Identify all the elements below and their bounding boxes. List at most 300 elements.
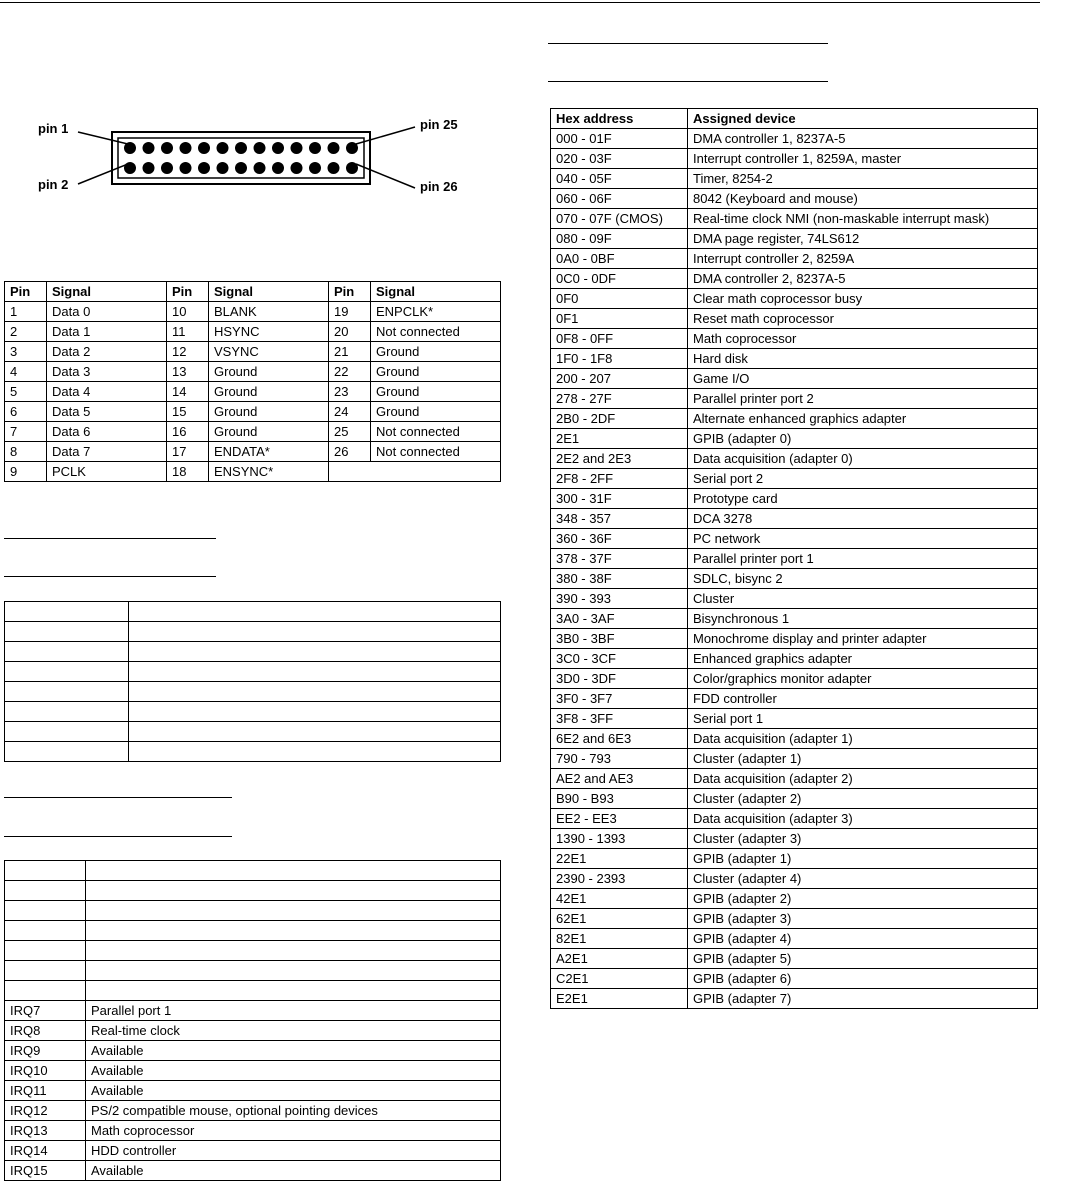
cell [129, 662, 501, 682]
cell: ENPCLK* [371, 302, 501, 322]
table-row [5, 702, 501, 722]
cell: Data acquisition (adapter 2) [688, 769, 1038, 789]
table-row [5, 622, 501, 642]
table-row [551, 569, 1038, 589]
cell: Data 1 [47, 322, 167, 342]
table-row [5, 1141, 501, 1161]
cell: GPIB (adapter 6) [688, 969, 1038, 989]
cell: HSYNC [209, 322, 329, 342]
table-row [5, 442, 501, 462]
pin-dot [328, 142, 340, 154]
table-row [551, 289, 1038, 309]
cell: Data 6 [47, 422, 167, 442]
cell: Cluster (adapter 3) [688, 829, 1038, 849]
table-row [551, 469, 1038, 489]
cell: IRQ8 [5, 1021, 86, 1041]
cell: 2390 - 2393 [551, 869, 688, 889]
table-row [551, 449, 1038, 469]
pin-dot [143, 162, 155, 174]
table-row [5, 602, 501, 622]
cell: FDD controller [688, 689, 1038, 709]
pin-dot [161, 162, 173, 174]
cell [5, 861, 86, 881]
cell: GPIB (adapter 2) [688, 889, 1038, 909]
table-row [551, 149, 1038, 169]
cell [5, 881, 86, 901]
cell: Serial port 1 [688, 709, 1038, 729]
pin-dot [346, 162, 358, 174]
pin-dot [254, 162, 266, 174]
table-row [551, 629, 1038, 649]
section-rule [548, 81, 828, 82]
section-rule [4, 797, 232, 798]
cell [129, 642, 501, 662]
io-address-table [550, 108, 1038, 1009]
table-row [551, 929, 1038, 949]
pin-dot [217, 142, 229, 154]
cell: 23 [329, 382, 371, 402]
pin26-label: pin 26 [420, 179, 458, 194]
table-row [5, 1021, 501, 1041]
cell: E2E1 [551, 989, 688, 1009]
cell: C2E1 [551, 969, 688, 989]
table-row [551, 369, 1038, 389]
cell [86, 861, 501, 881]
cell: DMA page register, 74LS612 [688, 229, 1038, 249]
cell: 1F0 - 1F8 [551, 349, 688, 369]
cell: Ground [371, 402, 501, 422]
cell: 3B0 - 3BF [551, 629, 688, 649]
table-row [551, 509, 1038, 529]
pin-dot [180, 162, 192, 174]
table-row [5, 302, 501, 322]
header-hex-address: Hex address [551, 109, 688, 129]
cell: 0F0 [551, 289, 688, 309]
cell: 070 - 07F (CMOS) [551, 209, 688, 229]
cell: Ground [371, 342, 501, 362]
cell: 20 [329, 322, 371, 342]
table-row [551, 549, 1038, 569]
cell: 10 [167, 302, 209, 322]
pin-dot [198, 162, 210, 174]
table-row [551, 889, 1038, 909]
cell: Ground [209, 402, 329, 422]
cell: IRQ13 [5, 1121, 86, 1141]
cell: 0F1 [551, 309, 688, 329]
cell: 0C0 - 0DF [551, 269, 688, 289]
pin-dot [291, 162, 303, 174]
pin-table-header [5, 282, 501, 302]
table-row [5, 1041, 501, 1061]
cell: Ground [371, 382, 501, 402]
cell: DMA controller 2, 8237A-5 [688, 269, 1038, 289]
cell [86, 981, 501, 1001]
cell: GPIB (adapter 7) [688, 989, 1038, 1009]
table-row [5, 422, 501, 442]
cell: 0A0 - 0BF [551, 249, 688, 269]
cell: Prototype card [688, 489, 1038, 509]
pin-dot [254, 142, 266, 154]
table-row [551, 769, 1038, 789]
cell: 080 - 09F [551, 229, 688, 249]
pin-dot [235, 142, 247, 154]
cell: GPIB (adapter 4) [688, 929, 1038, 949]
cell: Game I/O [688, 369, 1038, 389]
cell: Cluster (adapter 2) [688, 789, 1038, 809]
cell: IRQ10 [5, 1061, 86, 1081]
table-row [5, 642, 501, 662]
cell: Alternate enhanced graphics adapter [688, 409, 1038, 429]
table-row [551, 349, 1038, 369]
table-row [551, 729, 1038, 749]
cell: IRQ12 [5, 1101, 86, 1121]
cell: Ground [209, 422, 329, 442]
cell: 040 - 05F [551, 169, 688, 189]
cell: 278 - 27F [551, 389, 688, 409]
table-row [551, 789, 1038, 809]
cell: PCLK [47, 462, 167, 482]
cell [5, 742, 129, 762]
cell: 3A0 - 3AF [551, 609, 688, 629]
cell [5, 981, 86, 1001]
table-row [551, 129, 1038, 149]
cell: Bisynchronous 1 [688, 609, 1038, 629]
cell [5, 682, 129, 702]
table-row [5, 941, 501, 961]
header-signal: Signal [371, 282, 501, 302]
cell: HDD controller [86, 1141, 501, 1161]
cell [129, 602, 501, 622]
header-signal: Signal [209, 282, 329, 302]
cell: Available [86, 1061, 501, 1081]
table-row [5, 322, 501, 342]
cell [5, 702, 129, 722]
cell [5, 622, 129, 642]
cell: SDLC, bisync 2 [688, 569, 1038, 589]
pin-dot [235, 162, 247, 174]
pin-dot [309, 142, 321, 154]
cell: 11 [167, 322, 209, 342]
cell: 000 - 01F [551, 129, 688, 149]
table-row [551, 909, 1038, 929]
table-row [551, 169, 1038, 189]
cell: 2F8 - 2FF [551, 469, 688, 489]
table-row [551, 329, 1038, 349]
cell: Real-time clock [86, 1021, 501, 1041]
section-rule [4, 836, 232, 837]
pin-dot [291, 142, 303, 154]
cell: Data 3 [47, 362, 167, 382]
cell: Data acquisition (adapter 3) [688, 809, 1038, 829]
cell: 62E1 [551, 909, 688, 929]
cell: Available [86, 1041, 501, 1061]
table-row [5, 462, 501, 482]
cell: 300 - 31F [551, 489, 688, 509]
cell [5, 921, 86, 941]
table-row [551, 969, 1038, 989]
table-row [5, 861, 501, 881]
table-row [551, 649, 1038, 669]
cell: Not connected [371, 422, 501, 442]
cell: Parallel printer port 1 [688, 549, 1038, 569]
cell [86, 921, 501, 941]
cell: Timer, 8254-2 [688, 169, 1038, 189]
cell: 14 [167, 382, 209, 402]
cell: 6E2 and 6E3 [551, 729, 688, 749]
cell: 200 - 207 [551, 369, 688, 389]
table-row [5, 921, 501, 941]
cell: 19 [329, 302, 371, 322]
cell: PS/2 compatible mouse, optional pointing devices [86, 1101, 501, 1121]
cell: Interrupt controller 1, 8259A, master [688, 149, 1038, 169]
cell: GPIB (adapter 1) [688, 849, 1038, 869]
pin-dot [309, 162, 321, 174]
cell [129, 702, 501, 722]
cell: 4 [5, 362, 47, 382]
table-row [551, 429, 1038, 449]
cell: 378 - 37F [551, 549, 688, 569]
cell [129, 682, 501, 702]
cell: 3D0 - 3DF [551, 669, 688, 689]
pin-dot [346, 142, 358, 154]
pin25-label: pin 25 [420, 117, 458, 132]
cell [86, 941, 501, 961]
header-signal: Signal [47, 282, 167, 302]
pin-dots [124, 142, 358, 174]
cell: 1 [5, 302, 47, 322]
cell: Data 5 [47, 402, 167, 422]
header-assigned-device: Assigned device [688, 109, 1038, 129]
cell: 020 - 03F [551, 149, 688, 169]
table-row [551, 749, 1038, 769]
cell: Not connected [371, 322, 501, 342]
cell: 1390 - 1393 [551, 829, 688, 849]
irq-table [4, 860, 501, 1181]
pin2-label: pin 2 [38, 177, 69, 192]
cell [86, 881, 501, 901]
table-row [5, 722, 501, 742]
cell: EE2 - EE3 [551, 809, 688, 829]
cell: 060 - 06F [551, 189, 688, 209]
cell: Serial port 2 [688, 469, 1038, 489]
cell: 2B0 - 2DF [551, 409, 688, 429]
section-rule [4, 538, 216, 539]
cell: IRQ11 [5, 1081, 86, 1101]
pin-dot [143, 142, 155, 154]
cell: 12 [167, 342, 209, 362]
pin-dot [124, 142, 136, 154]
cell: Reset math coprocessor [688, 309, 1038, 329]
cell: 8 [5, 442, 47, 462]
pin-dot [272, 162, 284, 174]
cell: 2 [5, 322, 47, 342]
table-row [5, 402, 501, 422]
table-row [5, 342, 501, 362]
cell [329, 462, 501, 482]
blank-table [4, 601, 501, 762]
cell: 13 [167, 362, 209, 382]
cell: Clear math coprocessor busy [688, 289, 1038, 309]
cell: 0F8 - 0FF [551, 329, 688, 349]
cell: Ground [371, 362, 501, 382]
cell [5, 961, 86, 981]
table-row [551, 409, 1038, 429]
cell: 790 - 793 [551, 749, 688, 769]
cell [5, 722, 129, 742]
top-rule [0, 2, 1040, 3]
cell: Parallel port 1 [86, 1001, 501, 1021]
cell: ENDATA* [209, 442, 329, 462]
cell: Available [86, 1161, 501, 1181]
cell: PC network [688, 529, 1038, 549]
table-row [551, 849, 1038, 869]
io-table-header [551, 109, 1038, 129]
cell: Hard disk [688, 349, 1038, 369]
cell: 8042 (Keyboard and mouse) [688, 189, 1038, 209]
cell: IRQ15 [5, 1161, 86, 1181]
connector-graphic [70, 120, 430, 195]
pin-dot [180, 142, 192, 154]
table-row [5, 981, 501, 1001]
cell: Ground [209, 382, 329, 402]
cell: Cluster (adapter 4) [688, 869, 1038, 889]
cell: GPIB (adapter 0) [688, 429, 1038, 449]
cell [129, 722, 501, 742]
pin1-label: pin 1 [38, 121, 69, 136]
pin-dot [124, 162, 136, 174]
cell: 26 [329, 442, 371, 462]
cell: 3 [5, 342, 47, 362]
table-row [5, 362, 501, 382]
cell: BLANK [209, 302, 329, 322]
table-row [5, 1001, 501, 1021]
table-row [5, 961, 501, 981]
table-row [5, 1121, 501, 1141]
cell: 7 [5, 422, 47, 442]
table-row [551, 989, 1038, 1009]
cell: 24 [329, 402, 371, 422]
cell: GPIB (adapter 3) [688, 909, 1038, 929]
pin-dot [198, 142, 210, 154]
cell [5, 642, 129, 662]
table-row [5, 1061, 501, 1081]
cell: 22E1 [551, 849, 688, 869]
header-pin: Pin [167, 282, 209, 302]
table-row [551, 609, 1038, 629]
cell: DMA controller 1, 8237A-5 [688, 129, 1038, 149]
cell: 25 [329, 422, 371, 442]
table-row [551, 589, 1038, 609]
table-row [551, 869, 1038, 889]
cell: 22 [329, 362, 371, 382]
cell: A2E1 [551, 949, 688, 969]
table-row [551, 529, 1038, 549]
table-row [551, 489, 1038, 509]
table-row [551, 249, 1038, 269]
cell: Parallel printer port 2 [688, 389, 1038, 409]
table-row [551, 949, 1038, 969]
table-row [551, 709, 1038, 729]
table-row [551, 809, 1038, 829]
pin-dot [328, 162, 340, 174]
cell: 15 [167, 402, 209, 422]
cell: B90 - B93 [551, 789, 688, 809]
io-table-body [551, 129, 1038, 1009]
cell: Monochrome display and printer adapter [688, 629, 1038, 649]
cell: 3C0 - 3CF [551, 649, 688, 669]
table-row [5, 1101, 501, 1121]
table-row [551, 689, 1038, 709]
cell: 2E1 [551, 429, 688, 449]
cell: Cluster [688, 589, 1038, 609]
cell: 5 [5, 382, 47, 402]
cell: 348 - 357 [551, 509, 688, 529]
table-row [551, 269, 1038, 289]
cell: Math coprocessor [688, 329, 1038, 349]
cell: VSYNC [209, 342, 329, 362]
cell: IRQ9 [5, 1041, 86, 1061]
pin-table [4, 281, 501, 482]
pin-dot [161, 142, 173, 154]
table-row [5, 682, 501, 702]
cell: Math coprocessor [86, 1121, 501, 1141]
pin-dot [272, 142, 284, 154]
cell: Data 0 [47, 302, 167, 322]
cell: 9 [5, 462, 47, 482]
table-row [551, 829, 1038, 849]
cell: 380 - 38F [551, 569, 688, 589]
cell [5, 901, 86, 921]
cell: Data 2 [47, 342, 167, 362]
table-row [551, 209, 1038, 229]
cell: ENSYNC* [209, 462, 329, 482]
section-rule [4, 576, 216, 577]
cell: Not connected [371, 442, 501, 462]
table-row [5, 881, 501, 901]
table-row [5, 901, 501, 921]
table-row [5, 1161, 501, 1181]
cell: DCA 3278 [688, 509, 1038, 529]
table-row [5, 742, 501, 762]
cell: 18 [167, 462, 209, 482]
table-row [551, 669, 1038, 689]
cell [129, 622, 501, 642]
section-rule [548, 43, 828, 44]
cell [129, 742, 501, 762]
cell [86, 901, 501, 921]
cell: Color/graphics monitor adapter [688, 669, 1038, 689]
cell [5, 602, 129, 622]
cell: 360 - 36F [551, 529, 688, 549]
cell: Data acquisition (adapter 1) [688, 729, 1038, 749]
cell: 6 [5, 402, 47, 422]
cell: 17 [167, 442, 209, 462]
header-pin: Pin [5, 282, 47, 302]
table-row [5, 662, 501, 682]
cell: IRQ14 [5, 1141, 86, 1161]
cell: 42E1 [551, 889, 688, 909]
cell: Data 4 [47, 382, 167, 402]
cell [86, 961, 501, 981]
cell: Data 7 [47, 442, 167, 462]
cell: Interrupt controller 2, 8259A [688, 249, 1038, 269]
cell: 3F0 - 3F7 [551, 689, 688, 709]
table-row [5, 382, 501, 402]
cell: Real-time clock NMI (non-maskable interrupt mask) [688, 209, 1038, 229]
cell: AE2 and AE3 [551, 769, 688, 789]
cell: GPIB (adapter 5) [688, 949, 1038, 969]
cell: 82E1 [551, 929, 688, 949]
